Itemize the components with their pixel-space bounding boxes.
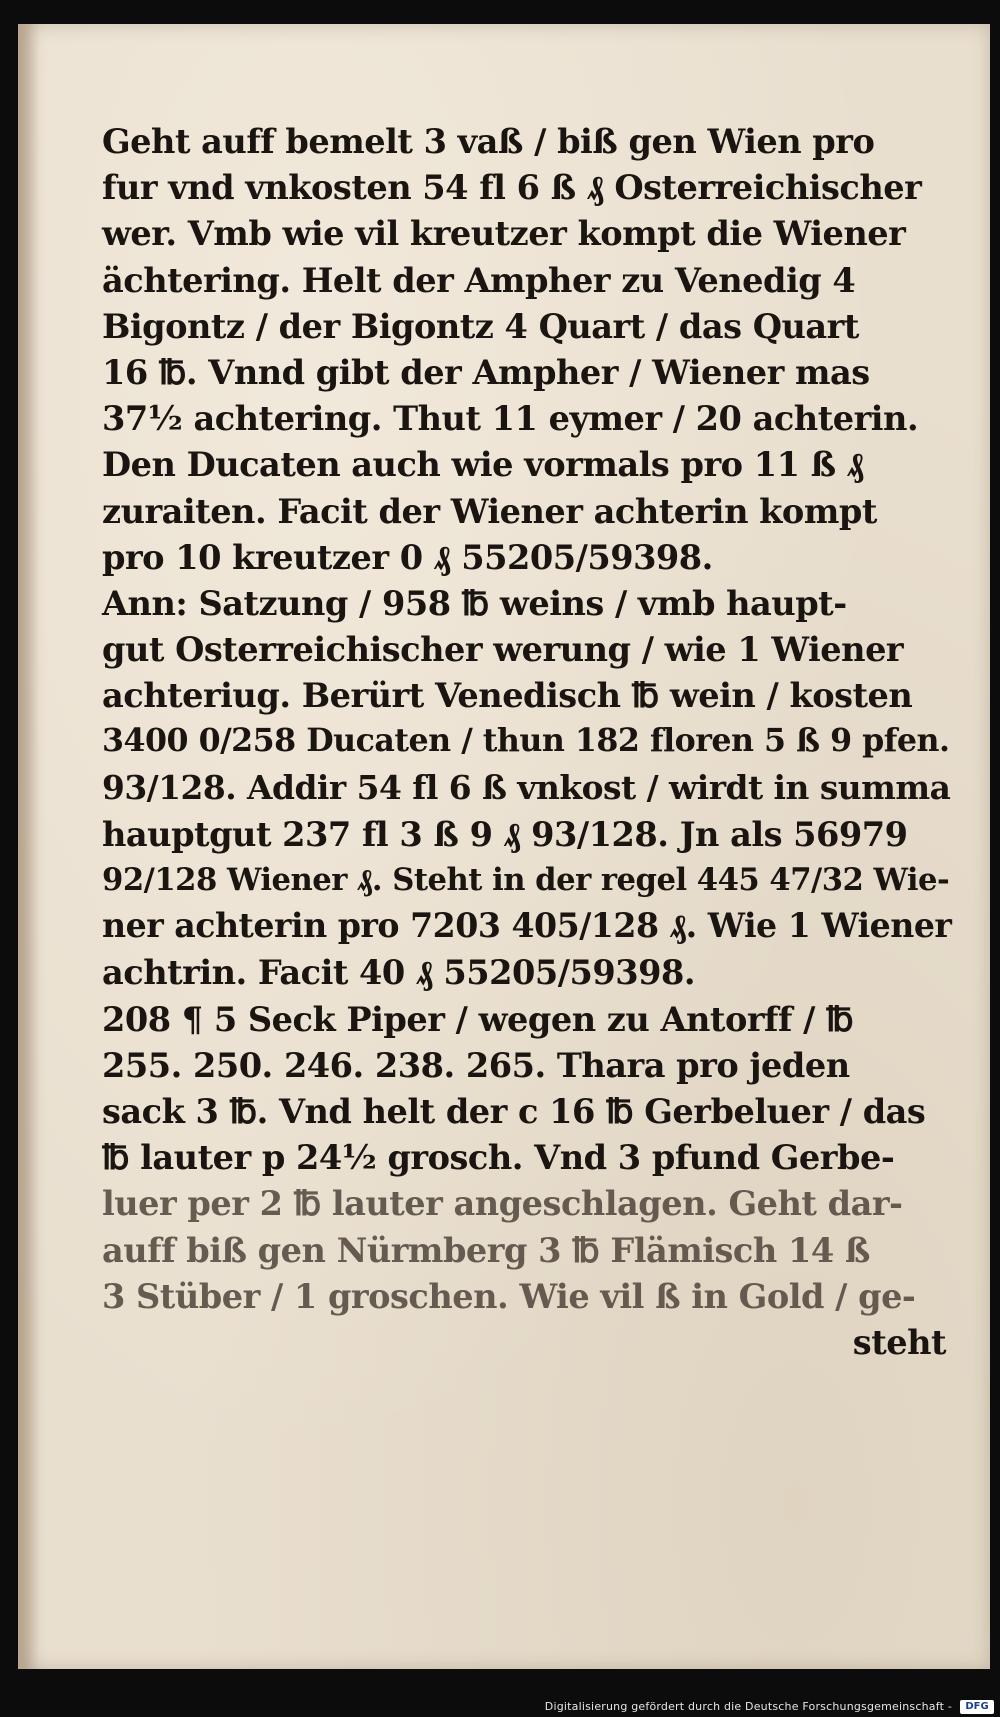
text-line: sack 3 ℔. Vnd helt der c 16 ℔ Gerbeluer / das: [102, 1090, 926, 1131]
catchword: steht: [852, 1321, 946, 1362]
text-line: Ann: Satzung / 958 ℔ weins / vmb haupt-: [102, 582, 847, 623]
text-line: Bigontz / der Bigontz 4 Quart / das Quart: [102, 305, 859, 346]
text-line: achtrin. Facit 40 ₰ 55205/59398.: [102, 952, 696, 993]
text-line: achteriug. Berürt Venedisch ℔ wein / kosten: [102, 675, 913, 716]
text-line: wer. Vmb wie vil kreutzer kompt die Wiener: [102, 213, 906, 254]
page-gutter: [18, 24, 40, 1669]
text-line: 16 ℔. Vnnd gibt der Ampher / Wiener mas: [102, 351, 870, 392]
text-line: Den Ducaten auch wie vormals pro 11 ß ₰: [102, 444, 864, 485]
text-line: 3 Stüber / 1 groschen. Wie vil ß in Gold / ge-: [102, 1275, 916, 1316]
text-line: 92/128 Wiener ₰. Steht in der regel 445 47/32 Wie-: [102, 862, 950, 898]
text-line: 3400 0/258 Ducaten / thun 182 floren 5 ß 9 pfen.: [102, 722, 950, 760]
text-line: luer per 2 ℔ lauter angeschlagen. Geht dar-: [102, 1183, 903, 1224]
digitization-credit: Digitalisierung gefördert durch die Deutsche Forschungsgemeinschaft -: [544, 1700, 952, 1713]
page-text: [102, 118, 962, 1365]
text-line: 255. 250. 246. 238. 265. Thara pro jeden: [102, 1044, 850, 1085]
dfg-logo: DFG: [960, 1700, 994, 1714]
text-line: hauptgut 237 fl 3 ß 9 ₰ 93/128. Jn als 56979: [102, 813, 908, 854]
section-start-line: 208 ¶ 5 Seck Piper / wegen zu Antorff / ℔: [102, 998, 854, 1039]
text-line: pro 10 kreutzer 0 ₰ 55205/59398.: [102, 536, 713, 577]
text-line: Geht auff bemelt 3 vaß / biß gen Wien pro: [102, 121, 875, 161]
text-line: 93/128. Addir 54 fl 6 ß vnkost / wirdt in summa: [102, 767, 951, 807]
text-line: ächtering. Helt der Ampher zu Venedig 4: [102, 259, 856, 300]
text-line: ner achterin pro 7203 405/128 ₰. Wie 1 Wiener: [102, 906, 952, 946]
text-line: 37½ achtering. Thut 11 eymer / 20 achterin.: [102, 398, 919, 439]
text-line: fur vnd vnkosten 54 fl 6 ß ₰ Osterreichischer: [102, 167, 922, 208]
text-line: auff biß gen Nürmberg 3 ℔ Flämisch 14 ß: [102, 1229, 870, 1270]
text-line: gut Osterreichischer werung / wie 1 Wiener: [102, 629, 904, 670]
text-line: zuraiten. Facit der Wiener achterin kompt: [102, 490, 877, 531]
text-line: ℔ lauter p 24½ grosch. Vnd 3 pfund Gerbe-: [102, 1137, 895, 1178]
